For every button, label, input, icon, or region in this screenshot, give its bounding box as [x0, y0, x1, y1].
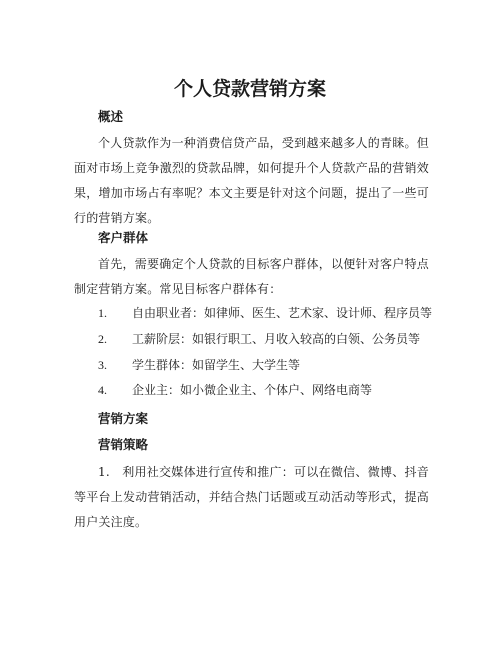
overview-heading: 概述: [98, 109, 124, 124]
list-item-text: 企业主：如小微企业主、个体户、网络电商等: [132, 383, 373, 397]
customers-heading: 客户群体: [98, 230, 149, 245]
strategy-heading: 营销策略: [98, 437, 149, 452]
strategy-paragraph: 1. 利用社交媒体进行宣传和推广：可以在微信、微博、抖音等平台上发动营销活动，并结合热门话题或互动活动等形式，提高用户关注度。: [74, 465, 429, 529]
list-item-text: 学生群体：如留学生、大学生等: [132, 358, 301, 372]
customers-paragraph: 首先，需要确定个人贷款的目标客户群体，以便针对客户特点制定营销方案。常见目标客户群体有：: [74, 257, 429, 296]
customer-list-item: [98, 330, 438, 348]
overview-paragraph: 个人贷款作为一种消费信贷产品，受到越来越多人的青睐。但面对市场上竞争激烈的贷款品牌，如何提升个人贷款产品的营销效果，增加市场占有率呢？本文主要是针对这个问题，提出了一些可行的营销方案。: [74, 136, 429, 225]
list-item-text: 工薪阶层：如银行职工、月收入较高的白领、公务员等: [132, 332, 421, 346]
list-item-number: 4.: [98, 383, 107, 397]
customer-list-item: [98, 381, 438, 399]
customer-list-item: [98, 356, 438, 374]
list-item-number: 1.: [98, 306, 107, 320]
list-item-number: 3.: [98, 358, 107, 372]
list-item-number: 2.: [98, 332, 107, 346]
customer-list-item: [98, 304, 438, 322]
list-item-text: 自由职业者：如律师、医生、艺术家、设计师、程序员等: [132, 306, 433, 320]
plan-heading: 营销方案: [98, 411, 149, 426]
document-title: 个人贷款营销方案: [173, 78, 326, 100]
